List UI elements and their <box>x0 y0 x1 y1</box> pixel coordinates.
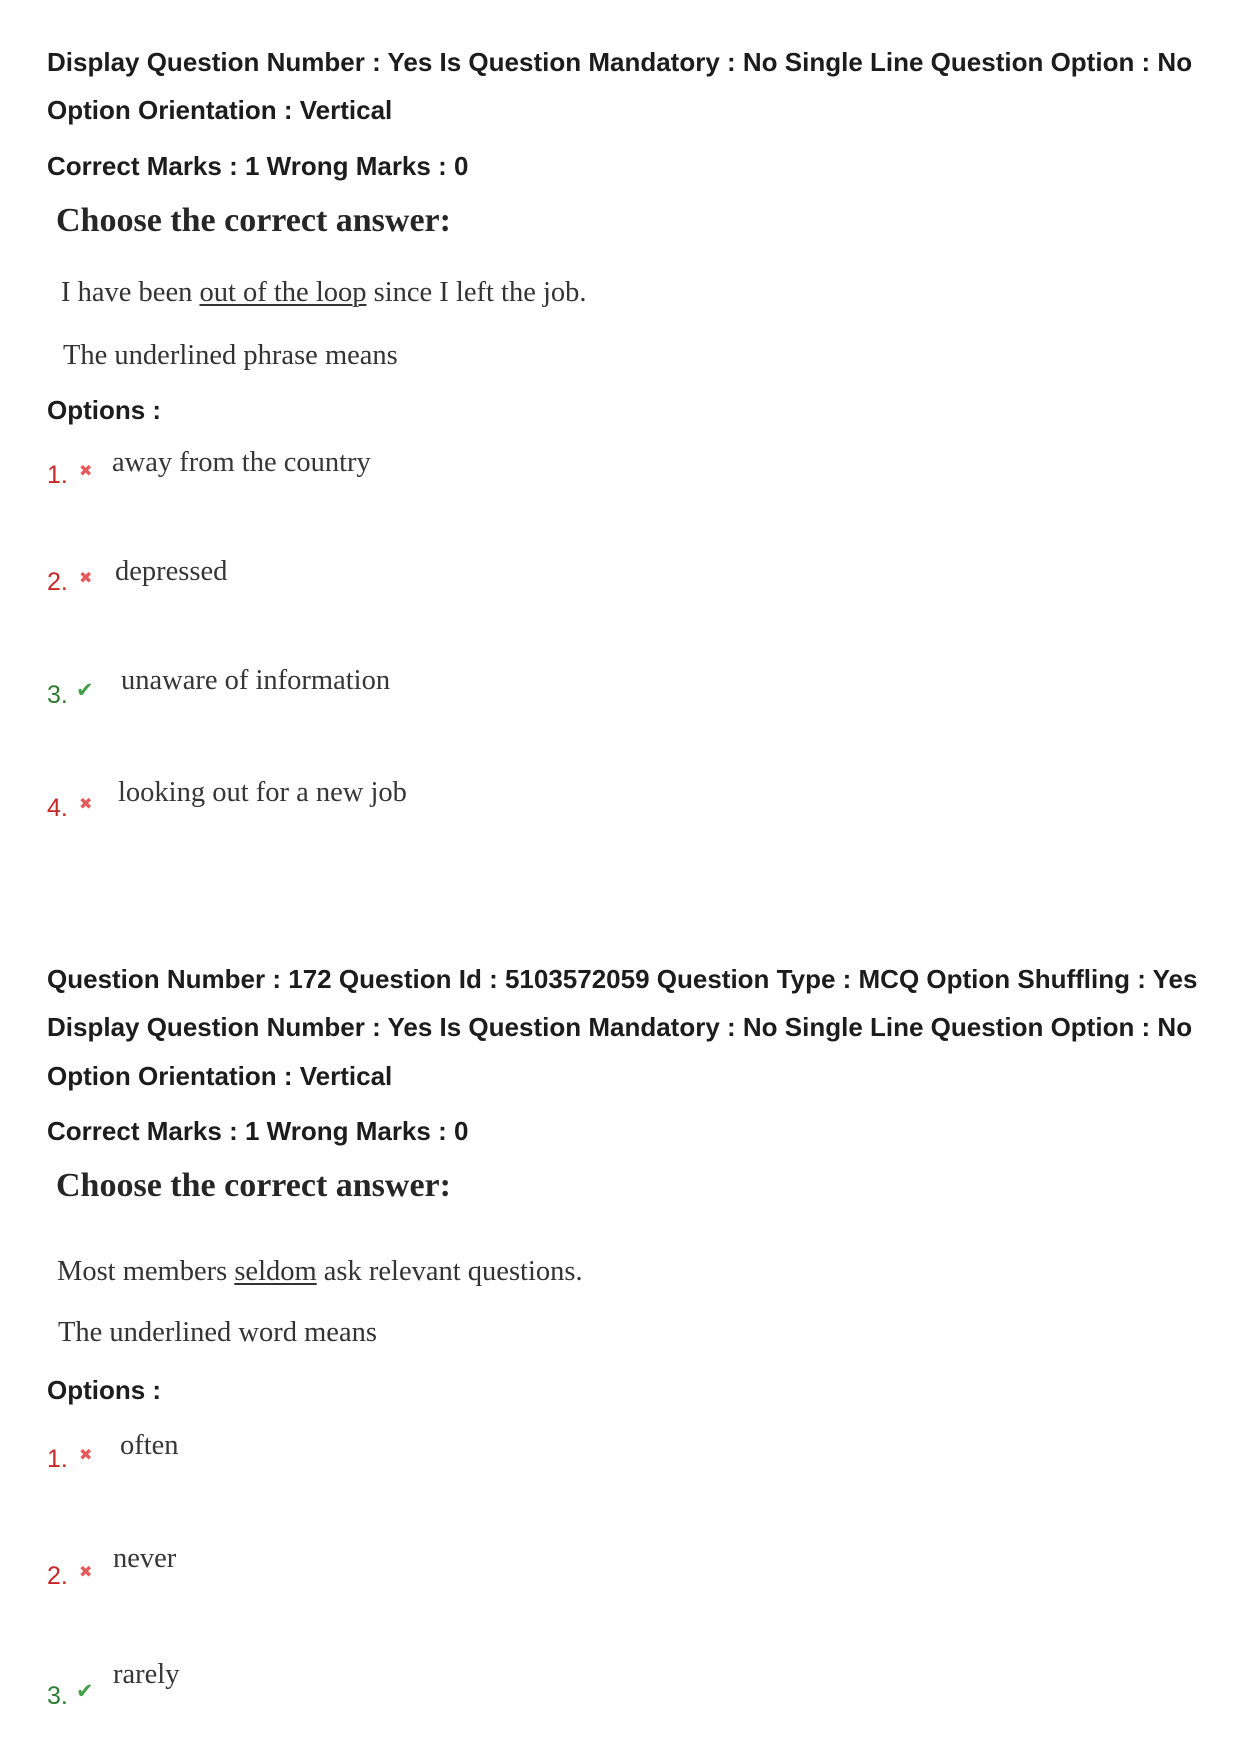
question-meta-line: Display Question Number : Yes Is Question Mandatory : No Single Line Question Option : No <box>47 1012 1193 1042</box>
option-text: looking out for a new job <box>118 776 407 808</box>
underlined-word: seldom <box>234 1256 317 1287</box>
cross-icon <box>79 1445 92 1465</box>
option-text: rarely <box>113 1659 180 1690</box>
option-number: 2. <box>47 1562 68 1590</box>
option-row <box>0 1659 1240 1714</box>
option-number: 1. <box>47 1445 68 1473</box>
underlined-phrase: out of the loop <box>199 277 367 308</box>
option-row <box>0 1543 1240 1594</box>
question-meta-line: Option Orientation : Vertical <box>47 1061 393 1091</box>
options-label: Options : <box>47 395 162 425</box>
question-meta-line: Option Orientation : Vertical <box>47 95 393 125</box>
option-row <box>0 446 1240 493</box>
sentence-text: I have been <box>61 277 200 308</box>
cross-icon <box>79 568 92 588</box>
option-number: 1. <box>47 461 68 489</box>
question-stem: The underlined word means <box>58 1317 377 1348</box>
cross-icon <box>79 794 92 814</box>
question-sentence <box>57 1254 583 1290</box>
option-number: 4. <box>47 794 68 822</box>
instruction: Choose the correct answer: <box>56 1167 451 1204</box>
cross-icon <box>79 461 92 481</box>
sentence-text: since I left the job. <box>366 277 587 308</box>
option-number: 2. <box>47 568 68 596</box>
check-icon <box>76 679 94 701</box>
sentence-text: Most members <box>57 1256 235 1287</box>
cross-icon <box>79 1562 92 1582</box>
marks-line: Correct Marks : 1 Wrong Marks : 0 <box>47 1116 469 1146</box>
question-stem: The underlined phrase means <box>63 340 398 371</box>
instruction: Choose the correct answer: <box>56 202 451 239</box>
question-meta-line: Question Number : 172 Question Id : 5103572059 Question Type : MCQ Option Shuffling : Yes <box>47 964 1198 994</box>
sentence-text: ask relevant questions. <box>316 1256 583 1287</box>
option-number: 3. <box>47 681 68 709</box>
option-text: often <box>120 1430 179 1461</box>
question-sentence <box>61 275 587 311</box>
options-label: Options : <box>47 1375 162 1405</box>
option-text: away from the country <box>112 446 371 478</box>
option-text: unaware of information <box>121 664 391 696</box>
marks-line: Correct Marks : 1 Wrong Marks : 0 <box>47 151 469 181</box>
option-number: 3. <box>47 1682 68 1710</box>
option-text: depressed <box>115 556 228 587</box>
option-row <box>0 1430 1240 1477</box>
question-meta-line: Display Question Number : Yes Is Question Mandatory : No Single Line Question Option : No <box>47 47 1193 77</box>
option-text: never <box>113 1543 177 1574</box>
option-row <box>0 776 1240 826</box>
check-icon <box>76 1680 94 1702</box>
option-row <box>0 664 1240 713</box>
option-row <box>0 556 1240 600</box>
